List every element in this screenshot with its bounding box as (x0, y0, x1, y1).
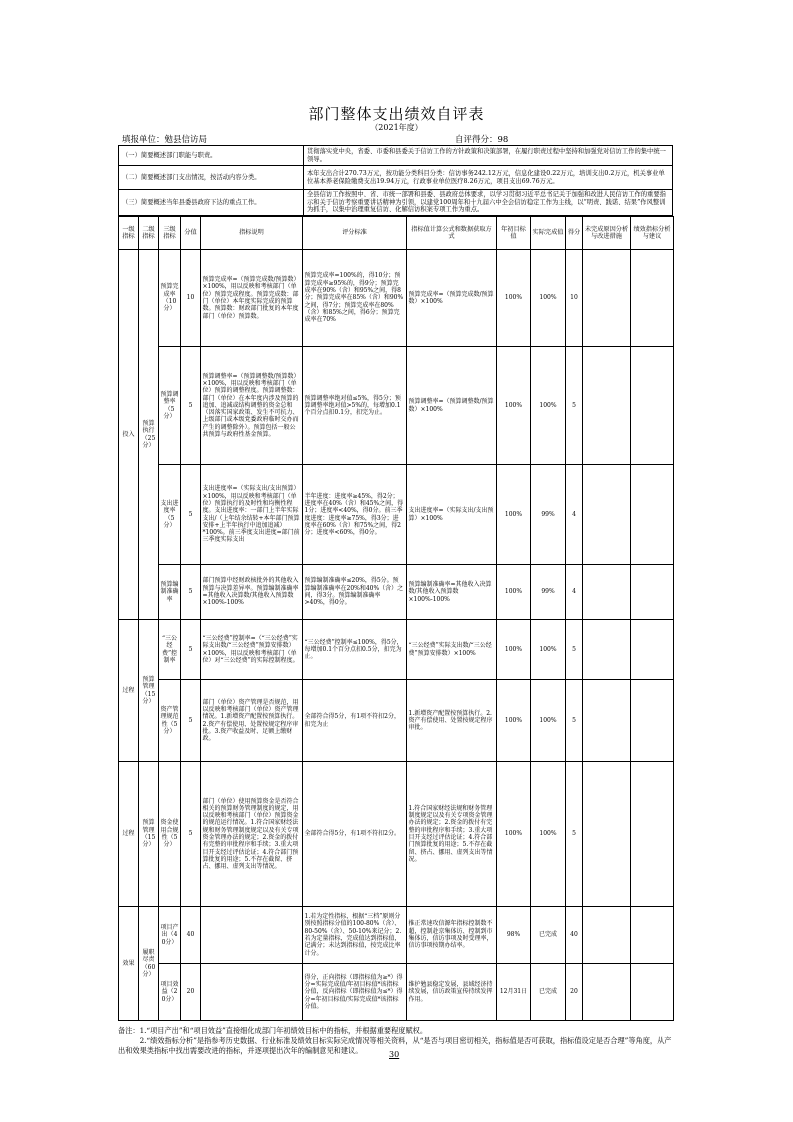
score-cell: 5 (181, 680, 201, 762)
target-cell: 100% (497, 620, 531, 680)
level3-cell: 预算调整率（5分） (159, 347, 181, 465)
actual-cell: 已完成 (531, 907, 566, 964)
table-row (119, 620, 674, 680)
intro-label: （一）简要概述部门职能与职责。 (119, 146, 304, 166)
footnote: 2.“绩效指标分析”是指参考历史数据、行业标准及绩效目标实际完成情况等相关资料，从“是否与项目密切相关，指标值是否可获取，指标值设定是否合理”等角度，从产出和效果类指标中找出需要改进的指标，并逐项提出次年的编制意见和建议。 (118, 1036, 672, 1055)
level1-cell: 过程 (119, 762, 139, 907)
got-score-cell: 5 (566, 620, 583, 680)
formula-cell: “三公经费”实际支出数/“三公经费”预算安排数）×100% (407, 620, 497, 680)
desc-cell (201, 907, 303, 964)
formula-cell: 预算完成率=（预算完成数/预算数）×100% (407, 250, 497, 347)
intro-table (118, 145, 673, 216)
desc-cell: 预算调整率=（预算调整数/预算数）×100%，用以反映和考核部门（单位）预算的调整程度。预算调整数：部门（单位）在本年度内涉及预算的追加、追减或结构调整的资金总和（因落实国家政策、发生不可抗力、上级部门或本级党委政府临时交办而产生的调整除外）。预算包括一般公共预算与政府性基金预算。 (201, 347, 303, 465)
reason-cell (583, 680, 631, 762)
score-cell: 5 (181, 465, 201, 565)
header-cell: 二级指标 (139, 217, 159, 250)
standard-cell: “三公经费”控制率≤100%，得5分，每增加0.1个百分点扣0.5分，扣完为止。 (303, 620, 407, 680)
suggestion-cell (631, 250, 674, 347)
score-cell: 5 (181, 762, 201, 907)
actual-cell: 100% (531, 620, 566, 680)
level3-cell: “三公经费”控制率 (159, 620, 181, 680)
formula-cell: 维护勉县稳定发展，县域经济持续发展，信访政策宣传持续发挥作用。 (407, 964, 497, 1021)
reporting-unit: 填报单位：勉县信访局 (122, 135, 208, 145)
performance-table (118, 216, 674, 1021)
formula-cell: 支出进度率=（实际支出/支出预算）×100% (407, 465, 497, 565)
got-score-cell: 4 (566, 465, 583, 565)
got-score-cell: 4 (566, 565, 583, 620)
target-cell: 100% (497, 565, 531, 620)
suggestion-cell (631, 465, 674, 565)
intro-text: 全县信访工作按照中、省、市统一部署和县委、县政府总体要求，以学习贯彻习近平总书记关于加强和改进人民信访工作的重要指示和关于信访考察重要讲话精神为引领，以建党100周年和十九届六中全会信访稳定工作为主线，以“明责、践诺、结果”作风整训为抓手，以集中治理重复信访、化解信访积案专项工作为重点。 (304, 190, 673, 216)
got-score-cell: 5 (566, 347, 583, 465)
score-cell: 5 (181, 565, 201, 620)
level3-cell: 项目产出（40分） (159, 907, 181, 964)
suggestion-cell (631, 964, 674, 1021)
actual-cell: 100% (531, 250, 566, 347)
footnote: 备注：1.“项目产出”和“项目效益”直接细化成部门年初绩效目标中的指标，并根据重要程度赋权。 (118, 1026, 428, 1035)
header-cell: 一级指标 (119, 217, 139, 250)
target-cell: 100% (497, 762, 531, 907)
actual-cell: 99% (531, 465, 566, 565)
got-score-cell: 5 (566, 762, 583, 907)
header-cell: 评分标准 (303, 217, 407, 250)
table-row (119, 465, 674, 565)
header-cell: 三级指标 (159, 217, 181, 250)
target-cell: 100% (497, 680, 531, 762)
table-row (119, 964, 674, 1021)
level2-cell: 预算管理（15分） (139, 762, 159, 907)
standard-cell: 得分，正向指标（即指标值为≥*）得分=实际完成值/年初目标值*该指标分值，反向指标（即指标值为≤*）得分=年初目标值/实际完成值*该指标分值。 (303, 964, 407, 1021)
intro-label: （二）简要概述部门支出情况，按活动内容分类。 (119, 166, 304, 190)
formula-cell: 推正常速攻信源年指标控制数不超，控制赴京集体访、控制到市集体访，信访事项及时受理率，信访事项按期办结率。 (407, 907, 497, 964)
standard-cell: 预算调整率绝对值≤5%，得5分；预算调整率绝对值>5%的，每增加0.1个百分点扣0.1分，扣完为止。 (303, 347, 407, 465)
formula-cell: 1.新增资产配置按预算执行。2.资产有偿使用、处置按规定程序审批。 (407, 680, 497, 762)
level3-cell: 资金使用合规性（5分） (159, 762, 181, 907)
got-score-cell: 20 (566, 964, 583, 1021)
target-cell: 100% (497, 250, 531, 347)
header-cell: 绩效指标分析与建议 (631, 217, 674, 250)
level2-cell: 预算执行（25分） (139, 250, 159, 620)
reason-cell (583, 565, 631, 620)
actual-cell: 99% (531, 565, 566, 620)
desc-cell: “三公经费”控制率=（“三公经费”实际支出数/“三公经费”预算安排数）×100%，用以反映和考核部门（单位）对“三公经费”的实际控制程度。 (201, 620, 303, 680)
level3-cell: 项目效益（20分） (159, 964, 181, 1021)
reason-cell (583, 465, 631, 565)
reason-cell (583, 964, 631, 1021)
standard-cell: 预算编制准确率≤20%，得5分。预算编制准确率在20%和40%（含）之间，得3分。预算编制准确率>40%，得0分。 (303, 565, 407, 620)
header-cell: 指标值计算公式和数据获取方式 (407, 217, 497, 250)
actual-cell: 100% (531, 680, 566, 762)
score-cell: 40 (181, 907, 201, 964)
header-cell: 得分 (566, 217, 583, 250)
level3-cell: 资产管理规范性（5分） (159, 680, 181, 762)
suggestion-cell (631, 762, 674, 907)
intro-text: 本年支出合计270.73万元，按功能分类科目分类：信访事务242.12万元，信息化建设0.22万元，培训支出0.2万元，机关事业单位基本养老保险缴费支出19.94万元，行政事业单位医疗8.26万元，项目支出69.76万元。 (304, 166, 673, 190)
standard-cell: 全部符合得5分，有1项不符扣2分，扣完为止 (303, 680, 407, 762)
header-cell: 实际完成值 (531, 217, 566, 250)
reason-cell (583, 347, 631, 465)
level1-cell: 效果 (119, 907, 139, 1021)
formula-cell: 预算调整率=（预算调整数/预算数）×100% (407, 347, 497, 465)
target-cell: 12月31日 (497, 964, 531, 1021)
desc-cell: 部门预算中经财政核批外的其他收入预算与决算差异率。预算编制准确率=其他收入决算数/其他收入预算数×100%-100% (201, 565, 303, 620)
reason-cell (583, 907, 631, 964)
actual-cell: 100% (531, 762, 566, 907)
suggestion-cell (631, 565, 674, 620)
header-cell: 未完成原因分析与改进措施 (583, 217, 631, 250)
target-cell: 100% (497, 465, 531, 565)
intro-text: 贯彻落实党中央，省委、市委和县委关于信访工作的方针政策和决策部署，在履行职责过程中坚持和加强党对信访工作的集中统一领导。 (304, 146, 673, 166)
table-row (119, 565, 674, 620)
suggestion-cell (631, 907, 674, 964)
standard-cell: 1.若为定性指标，根据“三档”原则分别按照指标分值的100-80%（含）、80-50%（含）、50-10%来记分；2.若为定量指标，完成值达到指标值，记满分；未达到指标值，按完成比率计分。 (303, 907, 407, 964)
desc-cell: 预算完成率=（预算完成数/预算数）×100%，用以反映和考核部门（单位）预算完成程度。预算完成数：部门（单位）本年度实际完成的预算数。预算数：财政部门批复的本年度部门（单位）预算数。 (201, 250, 303, 347)
table-row (119, 762, 674, 907)
score-cell: 5 (181, 620, 201, 680)
reason-cell (583, 620, 631, 680)
level3-cell: 预算编制准确率 (159, 565, 181, 620)
score-cell: 20 (181, 964, 201, 1021)
header-cell: 分值 (181, 217, 201, 250)
level1-cell: 投入 (119, 250, 139, 620)
table-row (119, 250, 674, 347)
got-score-cell: 10 (566, 250, 583, 347)
desc-cell: 部门（单位）资产管理是否规范，用以反映和考核部门（单位）资产管理情况。1.新增资产配置按预算执行。2.资产有偿使用、处置按规定程序审批。3.资产收益及时、足额上缴财政。 (201, 680, 303, 762)
table-row (119, 680, 674, 762)
table-row (119, 347, 674, 465)
level2-cell: 预算管理（15分） (139, 620, 159, 762)
desc-cell: 支出进度率=（实际支出/支出预算）×100%，用以反映和考核部门（单位）预算执行的及时性和均衡性程度。支出进度率：一部门上半年实际支出/（上年结余结转+本年部门预算安排+上半年执行中追加追减）*100%。前三季度支出进度=部门前三季度实际支出 (201, 465, 303, 565)
level2-cell: 履职尽责（60分） (139, 907, 159, 1021)
suggestion-cell (631, 620, 674, 680)
score-cell: 5 (181, 347, 201, 465)
header-cell: 指标说明 (201, 217, 303, 250)
target-cell: 98% (497, 907, 531, 964)
formula-cell: 预算编制准确率=其他收入决算数/其他收入预算数×100%-100% (407, 565, 497, 620)
suggestion-cell (631, 680, 674, 762)
page-number: 30 (389, 1050, 400, 1059)
suggestion-cell (631, 347, 674, 465)
actual-cell: 100% (531, 347, 566, 465)
self-score: 自评得分：98 (455, 135, 509, 145)
reason-cell (583, 250, 631, 347)
score-cell: 10 (181, 250, 201, 347)
standard-cell: 全部符合得5分，有1项不符扣2分。 (303, 762, 407, 907)
header-cell: 年初目标值 (497, 217, 531, 250)
reason-cell (583, 762, 631, 907)
formula-cell: 1.符合国家财经法规和财务管理制度规定以及有关专项资金管理办法的规定；2.资金的拨付有完整的审批程序和手续；3.重大项目开支经过评估论证；4.符合部门预算批复的用途；5.不存在截留、挤占、挪用、虚列支出等情况。 (407, 762, 497, 907)
desc-cell (201, 964, 303, 1021)
standard-cell: 预算完成率=100%的，得10分；预算完成率≥95%的，得9分；预算完成率在90%（含）和95%之间，得8分；预算完成率在85%（含）和90%之间，得7分；预算完成率在80%（含）和85%之间，得6分；预算完成率在70% (303, 250, 407, 347)
target-cell: 100% (497, 347, 531, 465)
level1-cell: 过程 (119, 620, 139, 762)
table-row (119, 907, 674, 964)
got-score-cell: 5 (566, 680, 583, 762)
page-subtitle: （2021年度） (370, 123, 423, 132)
level3-cell: 支出进度率（5分） (159, 465, 181, 565)
desc-cell: 部门（单位）使用预算资金是否符合相关的预算财务管理制度的规定，用以反映和考核部门（单位）预算资金的规范运行情况。1.符合国家财经法规和财务管理制度规定以及有关专项资金管理办法的规定；2.资金的拨付有完整的审批程序和手续；3.重大项目开支经过评估论证；4.符合部门预算批复的用途；5.不存在截留、挤占、挪用、虚列支出等情况。 (201, 762, 303, 907)
got-score-cell: 40 (566, 907, 583, 964)
intro-label: （三）简要概述当年县委县政府下达的重点工作。 (119, 190, 304, 216)
standard-cell: 半年进度：进度率≥45%，得2分；进度率在40%（含）和45%之间，得1分；进度率<40%，得0分。前三季度进度：进度率≥75%，得3分；进度率在60%（含）和75%之间，得2分；进度率<60%，得0分。 (303, 465, 407, 565)
level3-cell: 预算完成率（10分） (159, 250, 181, 347)
page-title: 部门整体支出绩效自评表 (308, 105, 485, 123)
table-header-row (119, 217, 674, 250)
actual-cell: 已完成 (531, 964, 566, 1021)
